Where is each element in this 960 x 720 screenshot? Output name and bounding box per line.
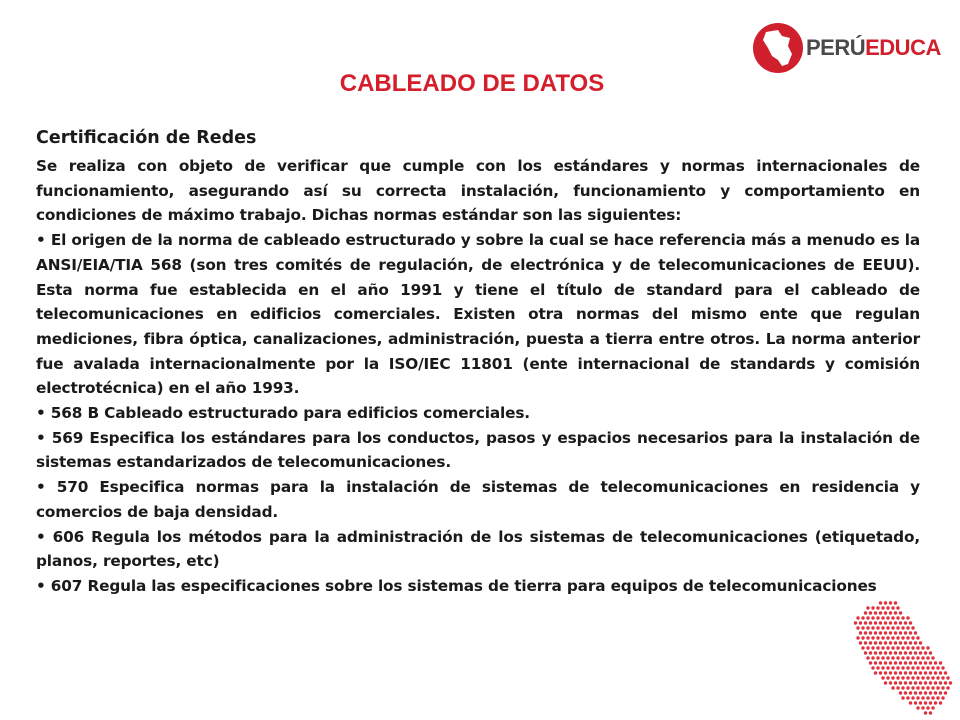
- map-dot: [866, 636, 869, 639]
- map-dot: [876, 666, 879, 669]
- map-dot: [879, 611, 882, 614]
- map-dot: [936, 676, 939, 679]
- map-dot: [926, 686, 929, 689]
- map-dot: [934, 671, 937, 674]
- map-dot: [891, 666, 894, 669]
- map-dot: [899, 641, 902, 644]
- map-dot: [936, 666, 939, 669]
- map-dot: [916, 636, 919, 639]
- map-dot: [926, 646, 929, 649]
- map-dot: [916, 686, 919, 689]
- map-dot: [881, 636, 884, 639]
- map-dot: [921, 666, 924, 669]
- map-dot: [906, 696, 909, 699]
- map-dot: [906, 636, 909, 639]
- map-dot: [929, 681, 932, 684]
- map-dot: [861, 646, 864, 649]
- map-dot: [936, 686, 939, 689]
- map-dot: [891, 656, 894, 659]
- map-dot: [939, 701, 942, 704]
- map-dot: [904, 641, 907, 644]
- map-dot: [871, 626, 874, 629]
- map-dot: [916, 656, 919, 659]
- map-dot: [859, 631, 862, 634]
- map-dot: [894, 671, 897, 674]
- map-dot: [924, 691, 927, 694]
- map-dot: [914, 691, 917, 694]
- map-dot: [856, 616, 859, 619]
- map-dot: [884, 681, 887, 684]
- map-dot: [916, 706, 919, 709]
- map-dot: [861, 636, 864, 639]
- map-dot: [914, 641, 917, 644]
- map-dot: [854, 621, 857, 624]
- map-dot: [866, 626, 869, 629]
- map-dot: [911, 666, 914, 669]
- map-dot: [894, 651, 897, 654]
- map-dot: [921, 696, 924, 699]
- map-dot: [879, 671, 882, 674]
- map-dot: [879, 641, 882, 644]
- map-dot: [901, 626, 904, 629]
- map-dot: [909, 691, 912, 694]
- map-dot: [876, 616, 879, 619]
- map-dot: [926, 676, 929, 679]
- map-dot: [916, 646, 919, 649]
- map-dot: [864, 611, 867, 614]
- map-dot: [919, 681, 922, 684]
- map-dot: [871, 606, 874, 609]
- map-dot: [876, 606, 879, 609]
- logo-text-prefix: PERÚ: [806, 35, 866, 60]
- map-dot: [889, 661, 892, 664]
- map-dot: [899, 691, 902, 694]
- map-dot: [894, 681, 897, 684]
- map-dot: [919, 671, 922, 674]
- map-dot: [869, 661, 872, 664]
- map-dot: [886, 636, 889, 639]
- slide-subtitle: Certificación de Redes: [36, 128, 257, 148]
- map-dot: [921, 686, 924, 689]
- map-dot: [921, 676, 924, 679]
- map-dot: [906, 656, 909, 659]
- map-dot: [881, 626, 884, 629]
- map-dot: [936, 696, 939, 699]
- map-dot: [939, 671, 942, 674]
- map-dot: [911, 656, 914, 659]
- map-dot: [856, 636, 859, 639]
- map-dot: [929, 711, 932, 714]
- map-dot: [931, 666, 934, 669]
- map-dot: [896, 636, 899, 639]
- map-dot: [944, 691, 947, 694]
- map-dot: [929, 661, 932, 664]
- map-dot: [921, 656, 924, 659]
- map-dot: [914, 671, 917, 674]
- map-dot: [931, 656, 934, 659]
- map-dot: [879, 631, 882, 634]
- map-dot: [889, 611, 892, 614]
- map-dot: [894, 641, 897, 644]
- map-dot: [924, 651, 927, 654]
- map-dot: [911, 626, 914, 629]
- bullet-item: • 606 Regula los métodos para la administración de los sistemas de telecomunicaciones (etiquetado, planos, reportes, etc): [36, 527, 920, 571]
- map-dot: [941, 666, 944, 669]
- map-dot: [934, 691, 937, 694]
- map-dot: [901, 646, 904, 649]
- map-dot: [879, 621, 882, 624]
- map-dot: [914, 651, 917, 654]
- logo-text-suffix: EDUCA: [865, 35, 941, 60]
- map-dot: [924, 661, 927, 664]
- map-dot: [884, 661, 887, 664]
- map-dot: [916, 676, 919, 679]
- map-dot: [901, 666, 904, 669]
- map-dot: [909, 621, 912, 624]
- map-dot: [874, 651, 877, 654]
- map-dot: [886, 676, 889, 679]
- map-dot: [901, 676, 904, 679]
- map-dot: [886, 606, 889, 609]
- slide-title: CABLEADO DE DATOS: [339, 70, 605, 97]
- map-dot: [906, 616, 909, 619]
- map-dot: [896, 666, 899, 669]
- map-dot: [934, 661, 937, 664]
- slide-content: [36, 124, 920, 599]
- map-dot: [899, 651, 902, 654]
- map-dot: [879, 661, 882, 664]
- map-dot: [906, 626, 909, 629]
- map-dot: [876, 636, 879, 639]
- map-dot: [934, 681, 937, 684]
- map-dot: [926, 706, 929, 709]
- map-dot: [866, 656, 869, 659]
- map-dot: [904, 651, 907, 654]
- map-dot: [889, 621, 892, 624]
- map-dot: [864, 631, 867, 634]
- map-dot: [934, 701, 937, 704]
- map-dot: [931, 676, 934, 679]
- map-dot: [909, 641, 912, 644]
- intro-paragraph: Se realiza con objeto de verificar que cumple con los estándares y normas internacionales de funcionamiento, asegurando así su correcta instalación, funcionamiento y comportamiento en condiciones de máximo trabajo. Dichas normas estándar son las siguientes:: [36, 157, 920, 225]
- peru-dotted-map-icon: [846, 596, 956, 716]
- map-dot: [901, 696, 904, 699]
- bullet-item: • 569 Especifica los estándares para los conductos, pasos y espacios necesarios para la instalación de sistemas estandarizados de telecomunicaciones.: [36, 428, 920, 472]
- map-dot: [911, 646, 914, 649]
- map-dot: [896, 646, 899, 649]
- map-dot: [911, 696, 914, 699]
- map-dot: [914, 681, 917, 684]
- map-dot: [891, 626, 894, 629]
- map-dot: [886, 646, 889, 649]
- map-dot: [909, 671, 912, 674]
- map-dot: [859, 641, 862, 644]
- map-dot: [931, 696, 934, 699]
- map-dot: [891, 646, 894, 649]
- map-dot: [939, 691, 942, 694]
- map-dot: [931, 706, 934, 709]
- map-dot: [886, 616, 889, 619]
- map-dot: [894, 621, 897, 624]
- map-dot: [871, 616, 874, 619]
- map-dot: [884, 631, 887, 634]
- map-dot: [894, 661, 897, 664]
- map-dot: [929, 691, 932, 694]
- map-dot: [894, 601, 897, 604]
- map-dot: [941, 696, 944, 699]
- map-dot: [944, 671, 947, 674]
- map-dot: [871, 666, 874, 669]
- map-dot: [911, 636, 914, 639]
- map-dot: [884, 621, 887, 624]
- map-dot: [869, 631, 872, 634]
- map-dot: [891, 686, 894, 689]
- map-dot: [926, 696, 929, 699]
- map-dot: [871, 656, 874, 659]
- map-dot: [914, 701, 917, 704]
- map-dot: [916, 666, 919, 669]
- map-dot: [891, 636, 894, 639]
- map-dot: [899, 611, 902, 614]
- map-dot: [946, 686, 949, 689]
- map-dot: [901, 616, 904, 619]
- map-dot: [906, 676, 909, 679]
- map-dot: [864, 621, 867, 624]
- map-dot: [864, 651, 867, 654]
- map-dot: [881, 666, 884, 669]
- map-dot: [926, 656, 929, 659]
- map-dot: [881, 656, 884, 659]
- map-dot: [914, 661, 917, 664]
- map-dot: [891, 676, 894, 679]
- map-dot: [914, 631, 917, 634]
- map-dot: [874, 671, 877, 674]
- map-dot: [904, 691, 907, 694]
- map-dot: [919, 661, 922, 664]
- map-dot: [874, 611, 877, 614]
- map-dot: [876, 626, 879, 629]
- map-dot: [899, 631, 902, 634]
- map-dot: [889, 681, 892, 684]
- map-dot: [899, 681, 902, 684]
- map-dot: [919, 651, 922, 654]
- map-dot: [906, 646, 909, 649]
- map-dot: [881, 676, 884, 679]
- map-dot: [886, 656, 889, 659]
- map-dot: [909, 701, 912, 704]
- map-dot: [869, 621, 872, 624]
- map-dot: [866, 646, 869, 649]
- map-dot: [871, 646, 874, 649]
- map-dot: [894, 611, 897, 614]
- map-dot: [866, 616, 869, 619]
- map-dot: [896, 606, 899, 609]
- map-dot: [881, 606, 884, 609]
- map-dot: [884, 641, 887, 644]
- map-dot: [866, 606, 869, 609]
- map-dot: [859, 621, 862, 624]
- map-dot: [889, 671, 892, 674]
- map-dot: [874, 631, 877, 634]
- map-dot: [884, 601, 887, 604]
- map-dot: [944, 681, 947, 684]
- map-dot: [891, 606, 894, 609]
- map-dot: [899, 621, 902, 624]
- map-dot: [869, 641, 872, 644]
- map-dot: [919, 701, 922, 704]
- map-dot: [871, 636, 874, 639]
- map-dot: [904, 621, 907, 624]
- map-dot: [929, 701, 932, 704]
- map-dot: [889, 601, 892, 604]
- map-dot: [904, 661, 907, 664]
- map-dot: [909, 681, 912, 684]
- bullet-item: • 607 Regula las especificaciones sobre los sistemas de tierra para equipos de telecomunicaciones: [36, 576, 877, 595]
- map-dot: [929, 651, 932, 654]
- map-dot: [889, 641, 892, 644]
- map-dot: [911, 676, 914, 679]
- map-dot: [869, 611, 872, 614]
- map-dot: [884, 651, 887, 654]
- map-dot: [916, 696, 919, 699]
- map-dot: [881, 616, 884, 619]
- map-dot: [909, 661, 912, 664]
- map-dot: [941, 686, 944, 689]
- map-dot: [881, 646, 884, 649]
- map-dot: [929, 671, 932, 674]
- map-dot: [884, 611, 887, 614]
- map-dot: [911, 686, 914, 689]
- map-dot: [891, 616, 894, 619]
- map-dot: [901, 686, 904, 689]
- map-dot: [921, 706, 924, 709]
- map-dot: [931, 686, 934, 689]
- map-dot: [874, 621, 877, 624]
- map-dot: [896, 686, 899, 689]
- bullet-item: • 570 Especifica normas para la instalación de sistemas de telecomunicaciones en residencia y comercios de baja densidad.: [36, 478, 920, 521]
- map-dot: [861, 626, 864, 629]
- map-dot: [939, 681, 942, 684]
- map-dot: [864, 641, 867, 644]
- bullet-item: • El origen de la norma de cableado estructurado y sobre la cual se hace referencia más a menudo es la ANSI/EIA/TIA 568 (son tres comités de regulación, de electrónica y de telecomunicaciones de EEUU). Esta norma fue establecida en el año 1991 y tiene el título de standard para el cableado de telecomunicaciones en edificios comerciales. Existen otra normas del mismo ente que regulan mediciones, fibra óptica, canalizaciones, administración, puesta a tierra entre otros. La norma anterior fue avalada internacionalmente por la ISO/IEC 11801 (ente internacional de standards y comisión electrotécnica) en el año 1993.: [36, 231, 920, 398]
- map-dot: [909, 651, 912, 654]
- map-dot: [876, 656, 879, 659]
- map-dot: [926, 666, 929, 669]
- map-dot: [861, 616, 864, 619]
- bullet-item: • 568 B Cableado estructurado para edificios comerciales.: [36, 404, 530, 423]
- map-dot: [919, 691, 922, 694]
- map-dot: [896, 616, 899, 619]
- map-dot: [924, 711, 927, 714]
- map-dot: [899, 671, 902, 674]
- map-dot: [894, 631, 897, 634]
- map-dot: [901, 656, 904, 659]
- map-dot: [946, 676, 949, 679]
- map-dot: [921, 646, 924, 649]
- map-dot: [896, 676, 899, 679]
- map-dot: [924, 681, 927, 684]
- map-dot: [889, 651, 892, 654]
- map-dot: [874, 641, 877, 644]
- map-dot: [904, 631, 907, 634]
- map-dot: [889, 631, 892, 634]
- map-dot: [901, 636, 904, 639]
- map-dot: [899, 661, 902, 664]
- map-dot: [904, 681, 907, 684]
- map-dot: [869, 651, 872, 654]
- map-dot: [906, 686, 909, 689]
- map-dot: [909, 631, 912, 634]
- logo-text: [806, 35, 941, 61]
- map-dot: [904, 671, 907, 674]
- map-dot: [879, 601, 882, 604]
- map-dot: [856, 626, 859, 629]
- map-dot: [874, 661, 877, 664]
- map-dot: [939, 661, 942, 664]
- map-dot: [886, 666, 889, 669]
- map-dot: [949, 681, 952, 684]
- map-dot: [924, 701, 927, 704]
- map-dot: [886, 626, 889, 629]
- map-dot: [879, 651, 882, 654]
- map-dot: [896, 656, 899, 659]
- map-dot: [876, 646, 879, 649]
- map-dot: [884, 671, 887, 674]
- map-dot: [896, 626, 899, 629]
- map-dot: [941, 676, 944, 679]
- map-dot: [919, 641, 922, 644]
- map-dot: [906, 666, 909, 669]
- map-dot: [924, 671, 927, 674]
